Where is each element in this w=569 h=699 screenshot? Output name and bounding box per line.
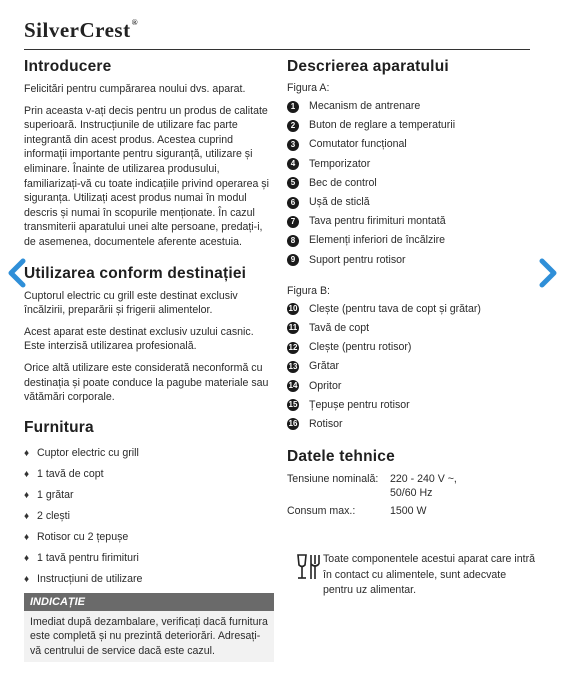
furnitura-list: [24, 443, 274, 590]
description-title: Descrierea aparatului: [287, 58, 449, 75]
intro-paragraph-1: Felicitări pentru cumpărarea noului dvs. aparat.: [24, 83, 246, 95]
list-item: 1 Mecanism de antrenare: [287, 97, 537, 116]
power-label: Consum max.:: [287, 505, 356, 517]
left-column: [24, 58, 274, 662]
list-item: ♦ 1 tavă de copt: [24, 464, 274, 485]
figure-a-list: [287, 97, 537, 270]
list-item: ♦ 1 tavă pentru firimituri: [24, 548, 274, 569]
usage-paragraph-1: Cuptorul electric cu grill este destinat exclusiv încălzirii, preparării și frigerii alimentelor.: [24, 289, 238, 317]
list-item: 16 Rotisor: [288, 417, 343, 430]
intro-paragraph-2: Prin aceasta v-ați decis pentru un produs de calitate superioară. Instrucțiunile de utilizare fac parte integrantă din acest produs. Acestea cuprind informații importante pentru siguranță, utilizare și eliminare. Înainte de utilizarea produsului, familiarizați-vă cu toate indicațiile privind operarea și siguranța. Utilizați acest produs numai în modul descris și numai în scopurile menționate. În cazul transmiterii aparatului unei alte persoane, predați-i, de asemenea, documentele aferente acestuia.: [24, 104, 269, 248]
diamond-bullet-icon: ♦: [24, 489, 30, 501]
list-item: ♦ Rotisor cu 2 țepușe: [24, 527, 274, 548]
number-badge: 11: [288, 323, 298, 333]
number-badge: 5: [287, 177, 299, 189]
table-row: [287, 472, 457, 504]
usage-title: Utilizarea conform destinației: [24, 264, 247, 282]
number-badge: 4: [287, 158, 299, 170]
number-badge: 8: [287, 235, 299, 247]
usage-paragraph-2: Acest aparat este destinat exclusiv uzului casnic. Este interzisă utilizarea profesională.: [24, 325, 254, 353]
list-item: 10 Clește (pentru tava de copt și grătar): [288, 302, 481, 315]
number-badge: 12: [288, 342, 298, 352]
brand-logo: [24, 18, 138, 43]
list-item: 11 Tavă de copt: [288, 321, 370, 334]
note-body: Imediat după dezambalare, verificați dacă furnitura este completă și nu prezintă deteriorări. Adresați-vă centrului de service dacă este cazul.: [24, 611, 274, 663]
furnitura-title: Furnitura: [24, 418, 94, 436]
power-value: 1500 W: [390, 505, 427, 517]
diamond-bullet-icon: ♦: [24, 447, 30, 459]
list-item: 15 Țepușe pentru rotisor: [288, 398, 410, 411]
list-item: ♦ 2 clești: [24, 506, 274, 527]
list-item: 14 Opritor: [288, 379, 342, 392]
number-badge: 2: [287, 120, 299, 132]
list-item: 5 Bec de control: [287, 174, 537, 193]
number-badge: 3: [287, 139, 299, 151]
list-item: 13 Grătar: [288, 360, 340, 373]
usage-paragraph-3: Orice altă utilizare este considerată neconformă cu destinația și poate conduce la pagube materiale sau vătămări corporale.: [24, 361, 269, 404]
number-badge: 1: [287, 101, 299, 113]
right-column: [287, 58, 537, 599]
list-item: ♦ 1 grătar: [24, 485, 274, 506]
number-badge: 6: [287, 197, 299, 209]
tech-table: [287, 472, 457, 522]
list-item: 3 Comutator funcțional: [287, 135, 537, 154]
food-safe-notice: [287, 552, 537, 599]
list-item: 4 Temporizator: [287, 155, 537, 174]
diamond-bullet-icon: ♦: [24, 531, 30, 543]
diamond-bullet-icon: ♦: [24, 468, 30, 480]
number-badge: 7: [287, 216, 299, 228]
number-badge: 10: [288, 304, 298, 314]
food-safe-text: Toate componentele acestui aparat care intră în contact cu alimentele, sunt adecvate pentru uz alimentar.: [323, 553, 536, 596]
list-item: 6 Ușă de sticlă: [287, 193, 537, 212]
document-page: [10, 0, 550, 699]
list-item: 7 Tava pentru firimituri montată: [287, 212, 537, 231]
voltage-label: Tensiune nominală:: [287, 473, 379, 485]
list-item: ♦ Instrucțiuni de utilizare: [24, 569, 274, 590]
intro-title: Introducere: [24, 58, 112, 75]
list-item: 2 Buton de reglare a temperaturii: [287, 116, 537, 135]
chevron-left-icon[interactable]: [6, 258, 28, 288]
voltage-value: 220 - 240 V ~, 50/60 Hz: [390, 473, 457, 499]
number-badge: 9: [287, 254, 299, 266]
brand-name: SilverCrest: [24, 18, 131, 42]
figure-b-list: [287, 300, 537, 434]
diamond-bullet-icon: ♦: [24, 552, 30, 564]
list-item: ♦ Cuptor electric cu grill: [24, 443, 274, 464]
diamond-bullet-icon: ♦: [24, 510, 30, 522]
number-badge: 15: [288, 400, 298, 410]
number-badge: 14: [288, 381, 298, 391]
tech-title: Datele tehnice: [287, 448, 395, 465]
food-safe-icon: [295, 552, 323, 599]
table-row: [287, 504, 457, 522]
diamond-bullet-icon: ♦: [24, 573, 30, 585]
note-heading: INDICAȚIE: [24, 593, 274, 611]
chevron-right-icon[interactable]: [537, 258, 559, 288]
figure-a-label: Figura A:: [287, 82, 330, 94]
registered-mark: ®: [131, 18, 139, 27]
number-badge: 16: [288, 419, 298, 429]
list-item: 8 Elemenți inferiori de încălzire: [287, 231, 537, 250]
header-rule: [24, 49, 530, 50]
list-item: 12 Clește (pentru rotisor): [288, 341, 412, 354]
number-badge: 13: [288, 361, 298, 371]
figure-b-label: Figura B:: [287, 284, 330, 297]
list-item: 9 Suport pentru rotisor: [287, 251, 537, 270]
